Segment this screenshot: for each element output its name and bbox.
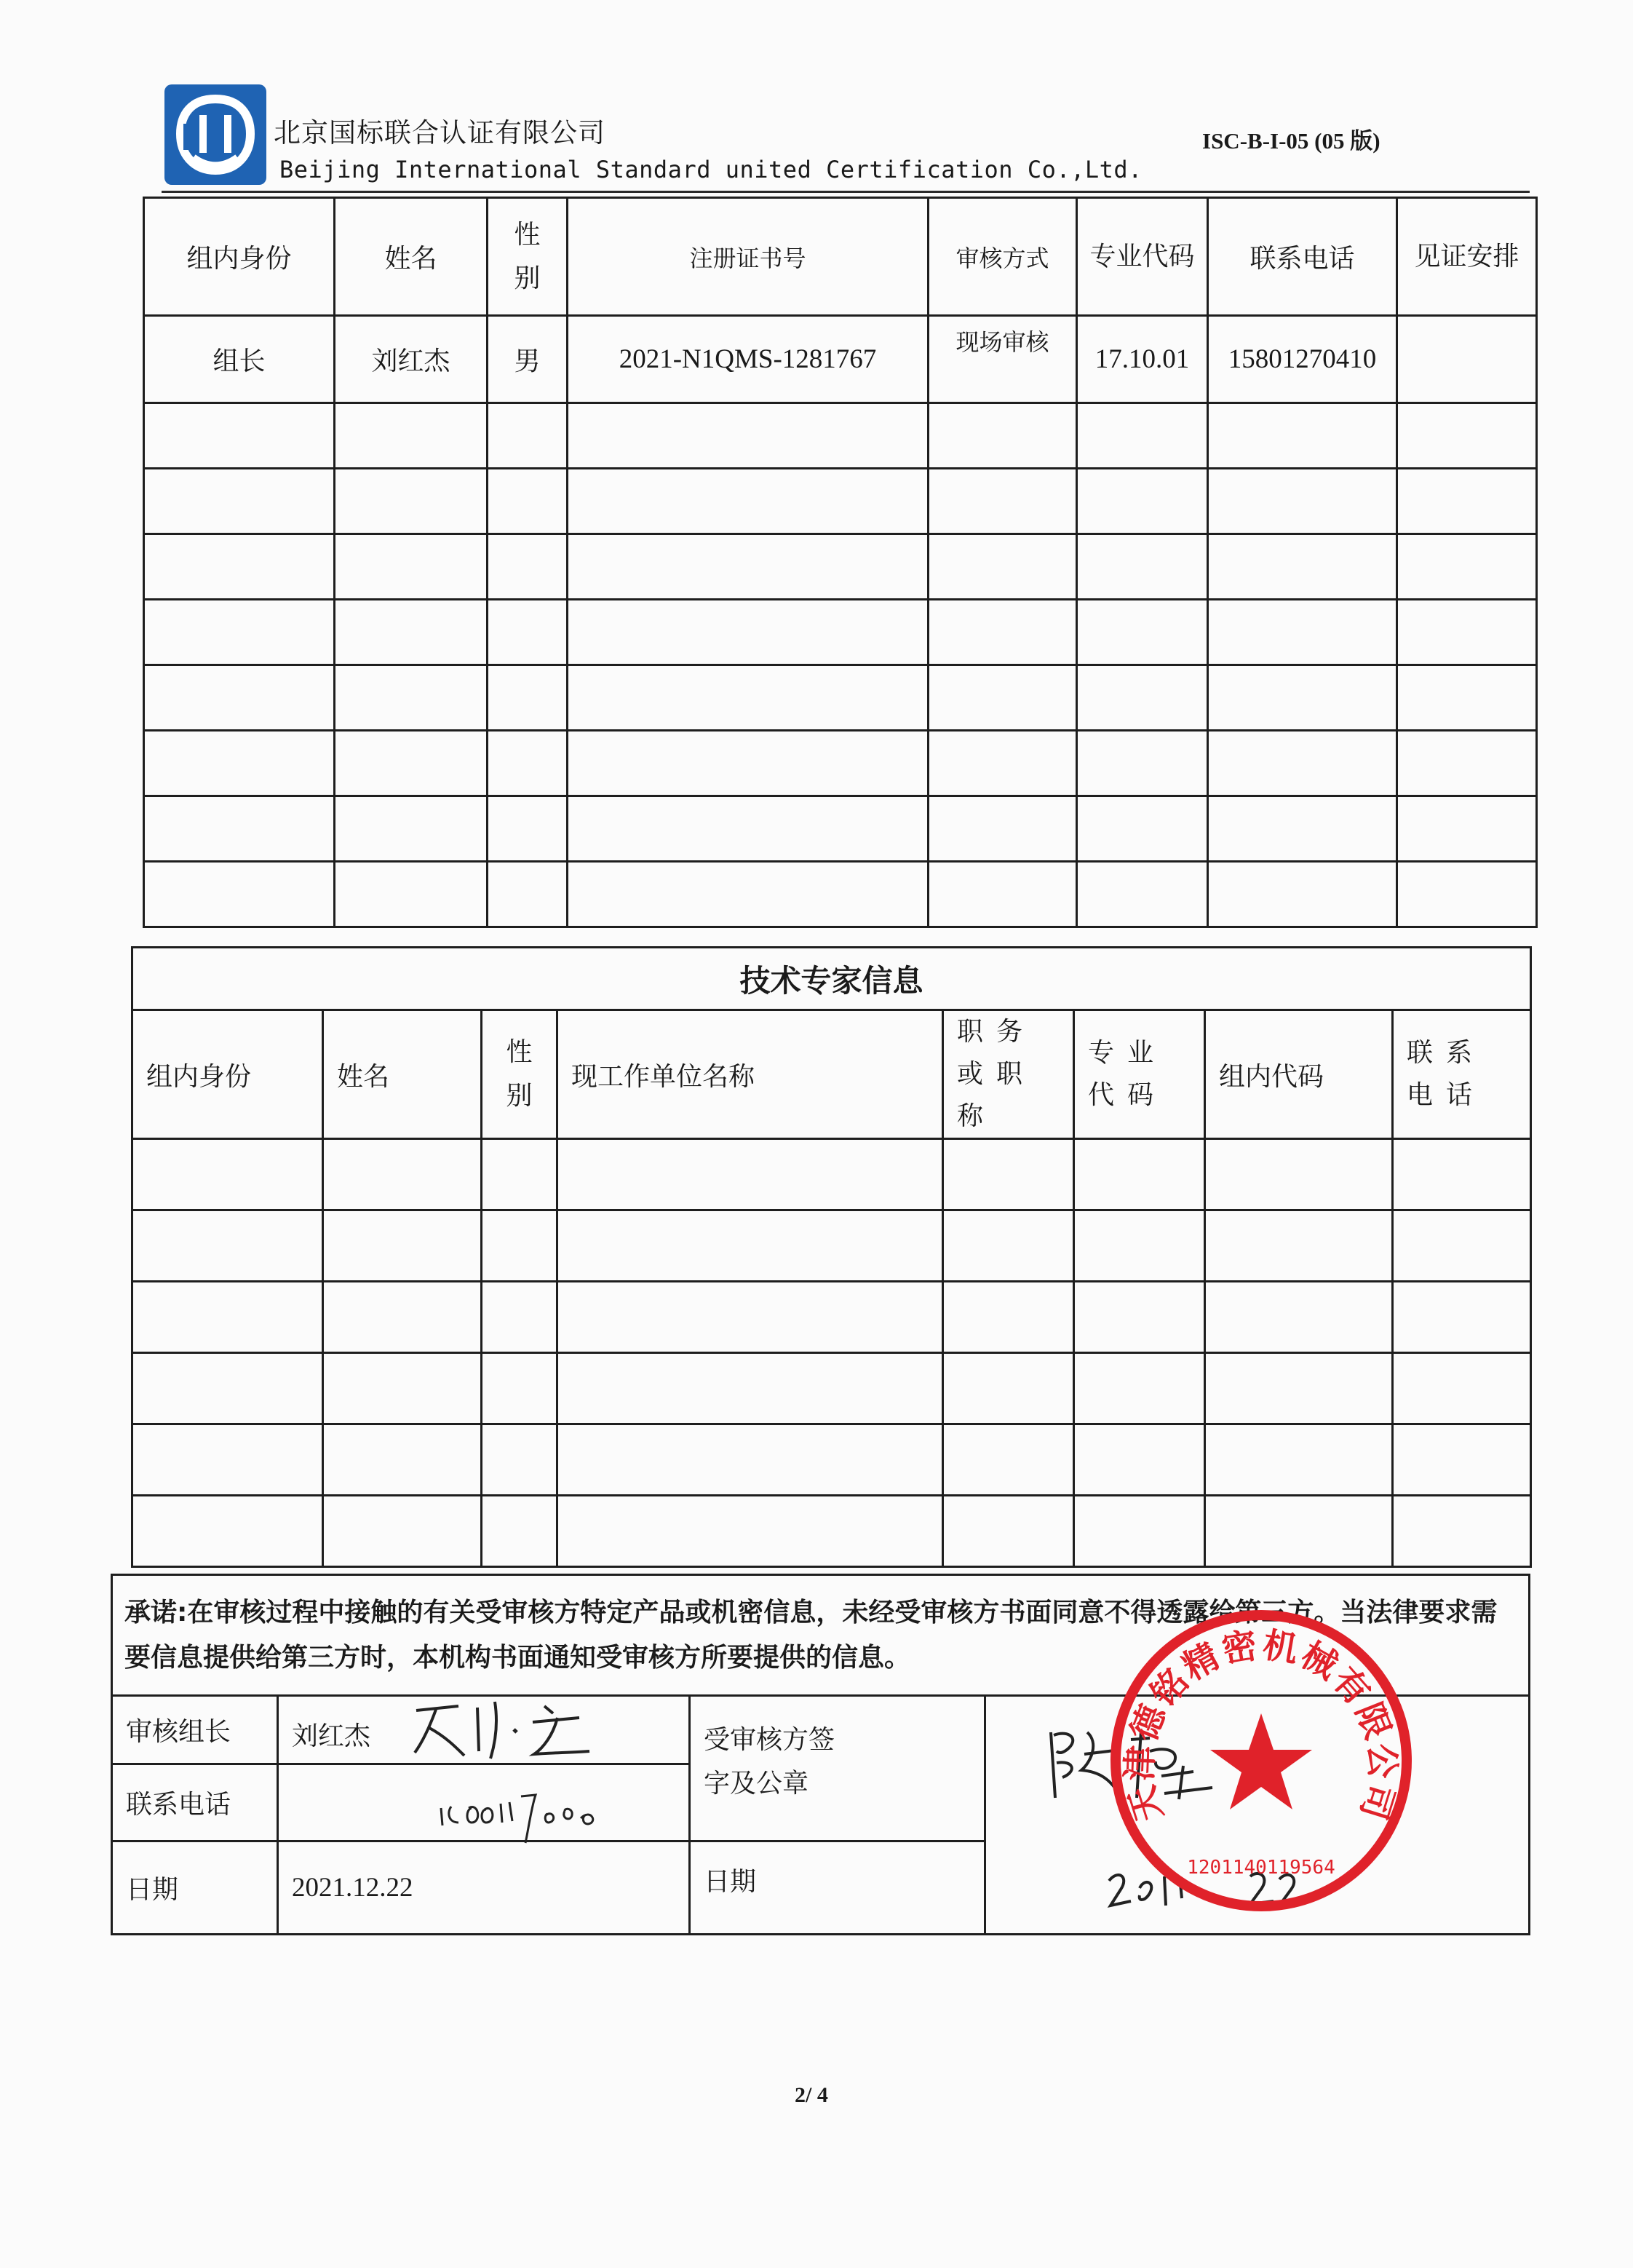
seal-text: 天津德铭精密机械有限公司 [1119,1624,1403,1827]
expert-header-row [132,1010,1531,1139]
empty-row [132,1424,1531,1496]
col-header-name: 姓名 [323,1010,482,1139]
date-value: 2021.12.22 [278,1841,690,1935]
company-name-en: Beijing International Standard united Certification Co.,Ltd. [279,156,1143,183]
leader-signature [408,1692,597,1761]
empty-row [144,862,1537,927]
cell-phone: 15801270410 [1208,316,1397,403]
col-header-code: 专业代码 [1077,198,1208,316]
cell-code: 17.10.01 [1077,316,1208,403]
header-rule [162,191,1530,193]
empty-row [144,796,1537,862]
auditor-table [143,197,1538,928]
cell-method: 现场审核 [929,316,1077,403]
col-header-gender: 性别 [488,198,568,316]
pledge-label: 承诺: [124,1597,188,1627]
cell-gender: 男 [488,316,568,403]
col-header-method: 审核方式 [929,198,1077,316]
auditor-header-row [144,198,1537,316]
empty-row [132,1139,1531,1210]
empty-row [144,731,1537,796]
leader-label: 审核组长 [112,1696,278,1764]
empty-row [144,469,1537,534]
expert-section-title: 技术专家信息 [132,948,1531,1010]
seal-star-icon [1210,1713,1312,1809]
empty-row [132,1496,1531,1567]
col-header-gender: 性别 [482,1010,557,1139]
empty-row [144,403,1537,469]
col-header-code: 专业代码 [1074,1010,1205,1139]
empty-row [132,1353,1531,1424]
company-name-cn: 北京国标联合认证有限公司 [274,117,605,148]
col-header-cert-no: 注册证书号 [568,198,929,316]
pledge-body: 在审核过程中接触的有关受审核方特定产品或机密信息，未经受审核方书面同意不得透露给第三方。当法律要求需要信息提供给第三方时，本机构书面通知受审核方所要提供的信息。 [124,1597,1498,1673]
empty-row [144,600,1537,665]
seal-code: 1201140119564 [1187,1857,1335,1879]
cell-cert-no: 2021-N1QMS-1281767 [568,316,929,403]
col-header-phone: 联系电话 [1393,1010,1531,1139]
col-header-name: 姓名 [335,198,488,316]
col-header-role: 组内身份 [144,198,335,316]
leader-name: 刘红杰 [278,1696,690,1764]
auditee-sign-label: 受审核方签字及公章 [690,1696,985,1841]
col-header-workplace: 现工作单位名称 [557,1010,943,1139]
col-header-phone: 联系电话 [1208,198,1397,316]
handwritten-phone [437,1764,611,1844]
company-seal [1105,1604,1418,1917]
cell-witness [1397,316,1537,403]
empty-row [144,665,1537,731]
col-header-title: 职务或职称 [943,1010,1074,1139]
cell-name: 刘红杰 [335,316,488,403]
table-row [144,316,1537,403]
page-number: 2/ 4 [795,2083,828,2107]
expert-table [131,946,1532,1568]
col-header-group-code: 组内代码 [1205,1010,1393,1139]
form-number: ISC-B-I-05 (05 版) [1202,128,1380,154]
empty-row [132,1282,1531,1353]
expert-section-title-row [132,948,1531,1010]
phone-label: 联系电话 [112,1764,278,1841]
empty-row [144,534,1537,600]
cell-role: 组长 [144,316,335,403]
date-label: 日期 [112,1841,278,1935]
empty-row [132,1210,1531,1282]
company-logo [162,82,269,188]
col-header-witness: 见证安排 [1397,198,1537,316]
auditee-date-label: 日期 [690,1841,985,1935]
col-header-role: 组内身份 [132,1010,323,1139]
